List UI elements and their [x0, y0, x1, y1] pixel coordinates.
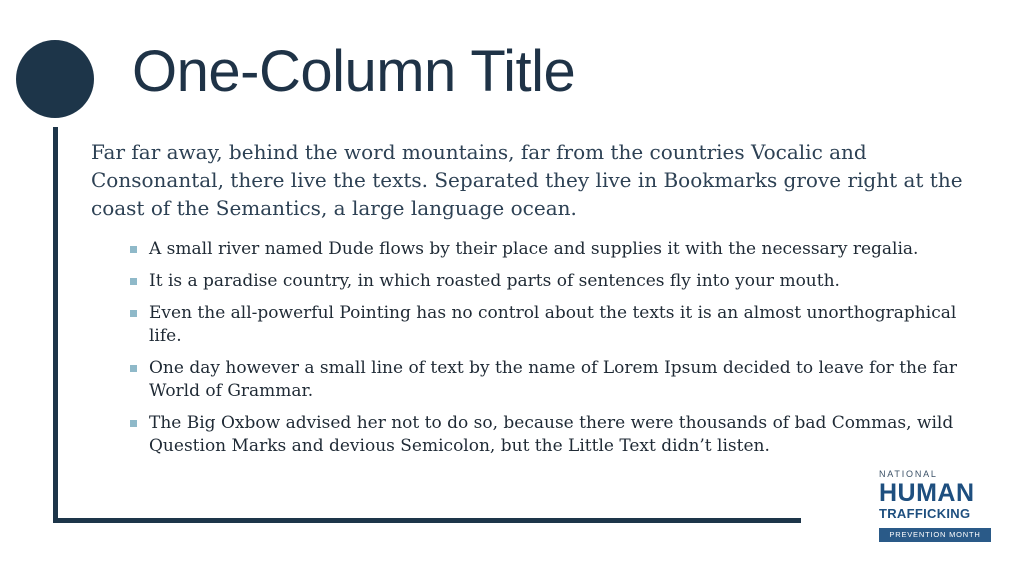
square-bullet-icon — [130, 310, 137, 317]
bullet-text: A small river named Dude flows by their place and supplies it with the necessary regalia. — [149, 239, 919, 259]
bullet-item — [129, 357, 986, 403]
bullet-item — [129, 238, 986, 261]
bullet-text: Even the all-powerful Pointing has no control about the texts it is an almost unorthographical life. — [149, 303, 957, 346]
slide-body — [91, 138, 986, 467]
intro-paragraph: Far far away, behind the word mountains, far from the countries Vocalic and Consonantal, there live the texts. Separated they live in Bookmarks grove right at the coast of the Semantics, a large language ocean. — [91, 140, 963, 220]
square-bullet-icon — [130, 246, 137, 253]
bullet-item — [129, 412, 986, 458]
square-bullet-icon — [130, 420, 137, 427]
slide-title: One-Column Title — [132, 39, 576, 104]
bullet-text: It is a paradise country, in which roasted parts of sentences fly into your mouth. — [149, 271, 840, 291]
bullet-list — [91, 238, 986, 458]
frame-vertical-bar — [53, 127, 58, 523]
logo-trafficking-text: TRAFFICKING — [879, 506, 971, 521]
square-bullet-icon — [130, 278, 137, 285]
bullet-text: One day however a small line of text by the name of Lorem Ipsum decided to leave for the far World of Grammar. — [149, 358, 958, 401]
logo-prevention-month-band: PREVENTION MONTH — [879, 528, 991, 542]
logo-human-text: HUMAN — [879, 479, 975, 507]
square-bullet-icon — [130, 365, 137, 372]
bullet-item — [129, 270, 986, 293]
bullet-item — [129, 302, 986, 348]
national-human-trafficking-logo — [879, 468, 995, 546]
frame-horizontal-bar — [53, 518, 801, 523]
bullet-text: The Big Oxbow advised her not to do so, because there were thousands of bad Commas, wild Question Marks and devious Semicolon, but the Little Text didn’t listen. — [149, 413, 954, 456]
logo-national-text: NATIONAL — [879, 469, 938, 479]
accent-circle — [16, 40, 94, 118]
